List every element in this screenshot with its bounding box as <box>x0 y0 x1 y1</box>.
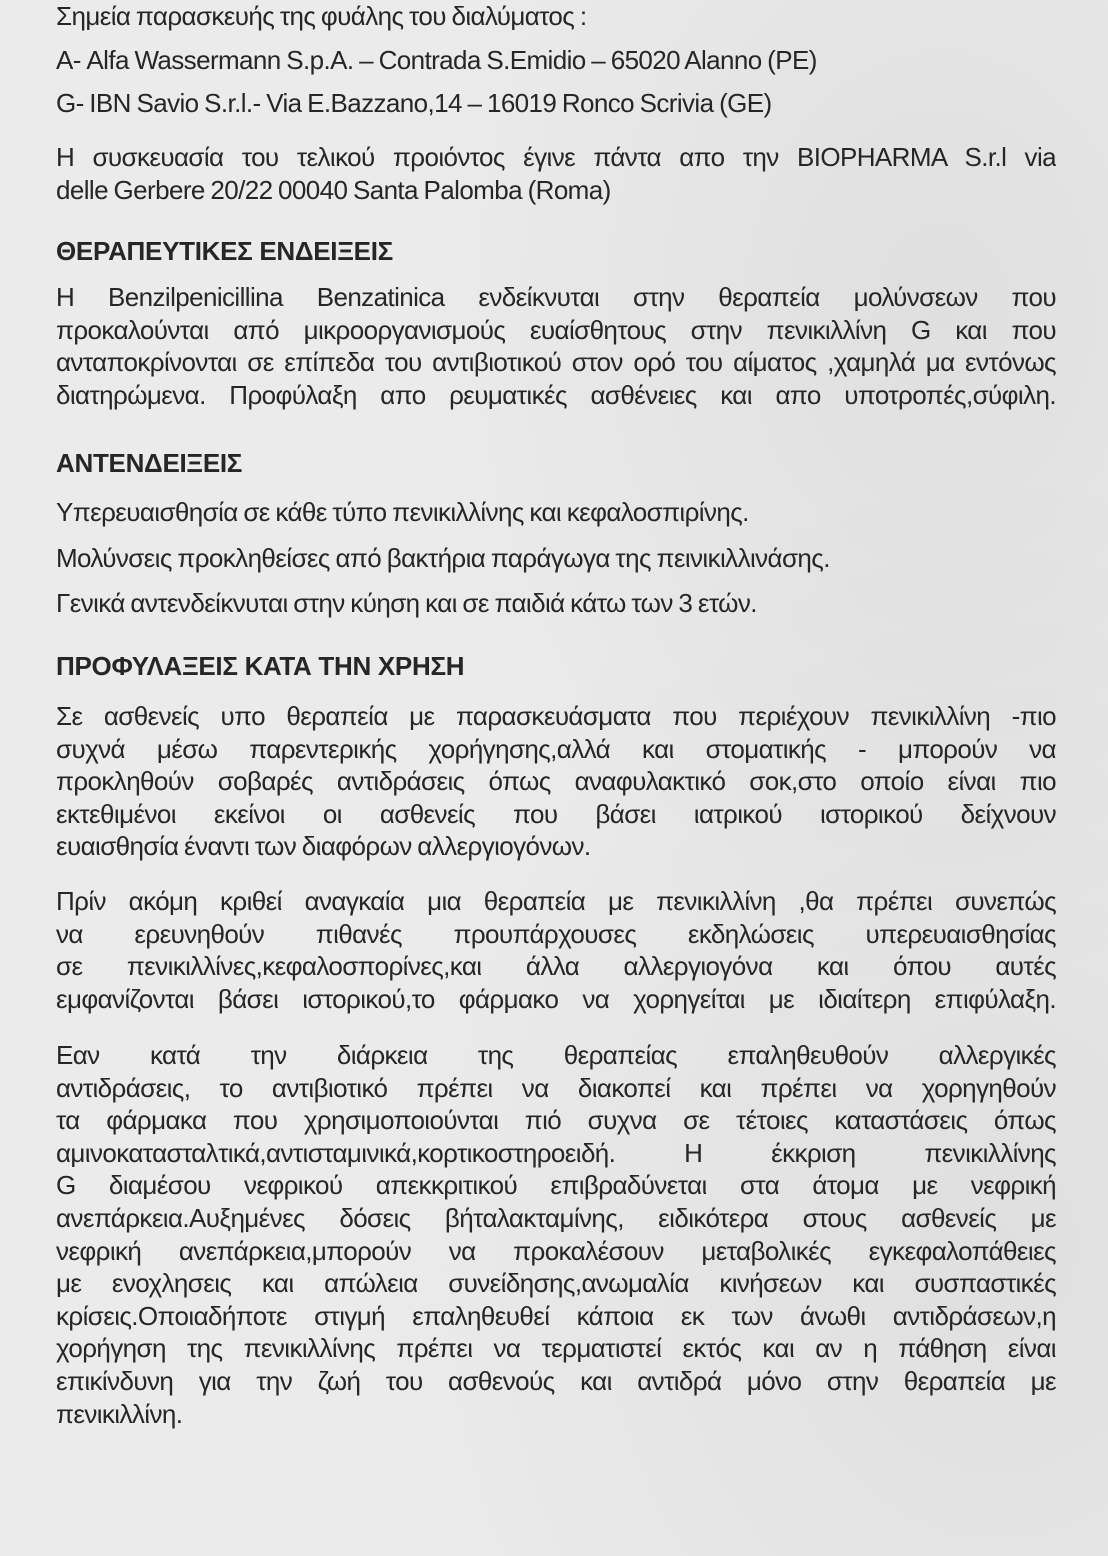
text-line: ανταποκρίνονται σε επίπεδα του αντιβιοτικού στον ορό του αίματος ,χαμηλά μα εντόνως <box>56 347 1056 378</box>
indications-text <box>56 281 1056 411</box>
text-line: εκτεθιμένοι εκείνοι οι ασθενείς που βάσει ιατρικού ιστορικού δείχνουν <box>56 798 1056 829</box>
text-line: Εαν κατά την διάρκεια της θεραπείας επαληθευθούν αλλεργικές <box>56 1040 1056 1070</box>
text-line: Μολύνσεις προκληθείσες από βακτήρια παράγωγα της πεινικιλλινάσης. <box>56 542 830 573</box>
indications-heading: ΘΕΡΑΠΕΥΤΙΚΕΣ ΕΝΔΕΙΞΕΙΣ <box>56 236 393 266</box>
text-line: εμφανίζονται βάσει ιστορικού,το φάρμακο να χορηγείται με ιδιαίτερη επιφύλαξη. <box>56 983 1056 1014</box>
text-line: επικίνδυνη για την ζωή του ασθενούς και αντιδρά μόνο στην θεραπεία με <box>56 1365 1056 1396</box>
text-line: σε πενικιλλίνες,κεφαλοσπορίνες,και άλλα αλλεργιογόνα και όπου αυτές <box>56 951 1056 982</box>
precautions-paragraph-2 <box>56 885 1056 1015</box>
text-line: κρίσεις.Οποιαδήποτε στιγμή επαληθευθεί κάποια εκ των άνωθι αντιδράσεων,η <box>56 1300 1056 1331</box>
precautions-paragraph-3 <box>56 1039 1056 1430</box>
packaging-statement <box>56 141 1056 206</box>
text-line: G διαμέσου νεφρικού απεκκριτικού επιβραδύνεται στα άτομα με νεφρική <box>56 1170 1056 1201</box>
text-line: Υπερευαισθησία σε κάθε τύπο πενικιλλίνης και κεφαλοσπιρίνης. <box>56 497 749 527</box>
manufacturing-title: Σημεία παρασκευής της φυάλης του διαλύματος : <box>56 1 587 31</box>
packaging-line: delle Gerbere 20/22 00040 Santa Palomba (Roma) <box>56 174 611 205</box>
manufacturer-g: G- IBN Savio S.r.l.- Via E.Bazzano,14 – 16019 Ronco Scrivia (GE) <box>56 88 772 119</box>
contraindications-heading: ΑΝΤΕΝΔΕΙΞΕΙΣ <box>56 448 243 478</box>
text-line: πενικιλλίνη. <box>56 1398 183 1429</box>
manufacturing-sites <box>56 0 1056 120</box>
text-line: νεφρική ανεπάρκεια,μπορούν να προκαλέσουν μεταβολικές εγκεφαλοπάθειες <box>56 1235 1056 1266</box>
text-line: αμινοκατασταλτικά,αντισταμινικά,κορτικοστηροειδή. Η έκκριση πενικιλλίνης <box>56 1137 1056 1168</box>
precautions-paragraph-1 <box>56 700 1056 863</box>
manufacturer-a: Α- Alfa Wassermann S.p.A. – Contrada S.Emidio – 65020 Alanno (PE) <box>56 44 817 75</box>
packaging-line: Η συσκευασία του τελικού προιόντος έγινε πάντα απο την BIOPHARMA S.r.l via <box>56 142 1056 172</box>
text-line: προκαλούνται από μικροοργανισμούς ευαίσθητους στην πενικιλλίνη G και που <box>56 314 1056 345</box>
text-line: Γενικά αντενδείκνυται στην κύηση και σε παιδιά κάτω των 3 ετών. <box>56 588 757 619</box>
text-line: προκληθούν σοβαρές αντιδράσεις όπως αναφυλακτικό σοκ,στο οποίο είναι πιο <box>56 766 1056 797</box>
text-line: με ενοχλησεις και απώλεια συνείδησης,ανωμαλία κινήσεων και συσπαστικές <box>56 1268 1056 1299</box>
text-line: ευαισθησία έναντι των διαφόρων αλλεργιογόνων. <box>56 831 591 862</box>
text-line: συχνά μέσω παρεντερικής χορήγησης,αλλά και στοματικής - μπορούν να <box>56 733 1056 764</box>
precautions-heading: ΠΡΟΦΥΛΑΞΕΙΣ ΚΑΤΑ ΤΗΝ ΧΡΗΣΗ <box>56 651 465 681</box>
text-line: αντιδράσεις, το αντιβιοτικό πρέπει να διακοπεί και πρέπει να χορηγηθούν <box>56 1072 1056 1103</box>
text-line: Η Benzilpenicillina Benzatinica ενδείκνυται στην θεραπεία μολύνσεων που <box>56 282 1056 312</box>
text-line: τα φάρμακα που χρησιμοποιούνται πιό συχνα σε τέτοιες καταστάσεις όπως <box>56 1105 1056 1136</box>
text-line: να ερευνηθούν πιθανές προυπάρχουσες εκδηλώσεις υπερευαισθησίας <box>56 918 1056 949</box>
text-line: ανεπάρκεια.Αυξημένες δόσεις βήταλακταμίνης, ειδικότερα στους ασθενείς με <box>56 1202 1056 1233</box>
text-line: χορήγηση της πενικιλλίνης πρέπει να τερματιστεί εκτός και αν η πάθηση είναι <box>56 1333 1056 1364</box>
text-line: Πρίν ακόμη κριθεί αναγκαία μια θεραπεία με πενικιλλίνη ,θα πρέπει συνεπώς <box>56 886 1056 916</box>
text-line: Σε ασθενείς υπο θεραπεία με παρασκευάσματα που περιέχουν πενικιλλίνη -πιο <box>56 701 1056 731</box>
contraindications-list <box>56 496 1056 620</box>
text-line: διατηρώμενα. Προφύλαξη απο ρευματικές ασθένειες και απο υποτροπές,σύφιλη. <box>56 379 1056 410</box>
